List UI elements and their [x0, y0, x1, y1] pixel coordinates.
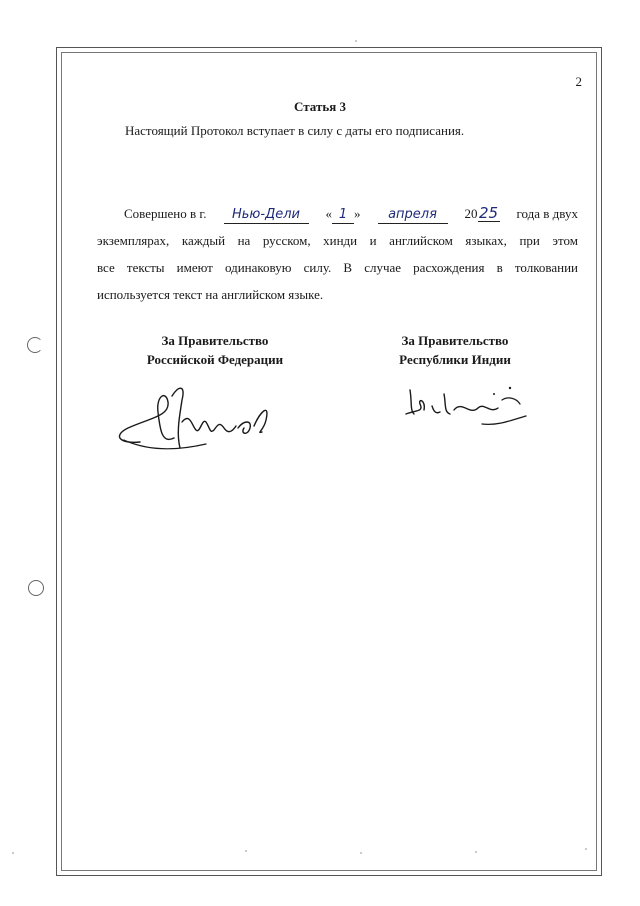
signatory-india-line2: Республики Индии	[399, 352, 511, 367]
signatory-russia-line2: Российской Федерации	[146, 352, 284, 367]
signature-india	[402, 380, 530, 432]
closing-line1-tail: года в двух	[516, 206, 578, 221]
year-prefix: 20	[464, 206, 478, 221]
handwritten-day: 1	[332, 207, 354, 224]
handwritten-city: Нью-Дели	[224, 207, 309, 224]
quote-open: «	[325, 206, 332, 221]
signatory-india-line1: За Правительство	[401, 333, 509, 348]
closing-line-4: используется текст на английском языке.	[97, 287, 324, 302]
quote-close: »	[354, 206, 361, 221]
scan-speck	[12, 852, 14, 854]
signatory-russia	[120, 331, 310, 369]
punch-hole-bottom	[28, 580, 44, 596]
signature-russia	[110, 382, 280, 456]
page-border-inner	[61, 52, 597, 871]
signatory-russia-line1: За Правительство	[161, 333, 269, 348]
handwritten-year: 25	[478, 204, 499, 222]
scan-speck	[585, 848, 587, 850]
scan-speck	[360, 852, 362, 854]
closing-paragraph	[97, 200, 578, 308]
article-heading: Статья 3	[294, 99, 346, 114]
scan-speck	[355, 40, 357, 42]
scan-speck	[245, 850, 247, 852]
article-text: Настоящий Протокол вступает в силу с даты его подписания.	[125, 123, 465, 138]
closing-line-3: все тексты имеют одинаковую силу. В случае расхождения в толковании	[97, 260, 578, 275]
closing-line-2: экземплярах, каждый на русском, хинди и английском языках, при этом	[97, 233, 578, 248]
scan-speck	[475, 851, 477, 853]
handwritten-month: апреля	[378, 207, 448, 224]
page-number: 2	[575, 74, 582, 89]
signatory-india	[370, 331, 540, 369]
closing-first-line	[97, 200, 578, 227]
punch-hole-top	[27, 337, 43, 353]
closing-lead: Совершено в г.	[124, 206, 207, 221]
